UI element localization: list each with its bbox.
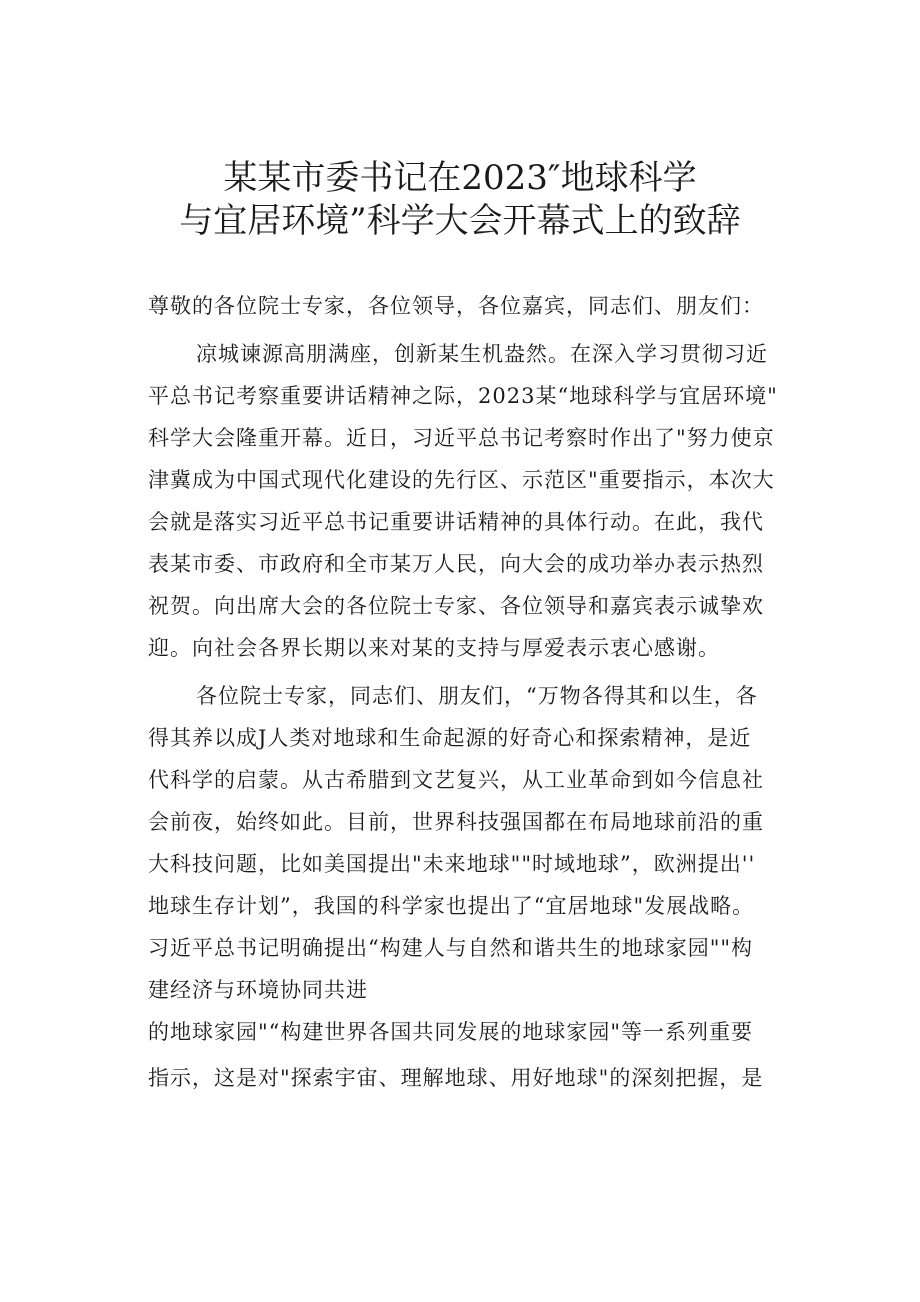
paragraph-1-line-3: 科学大会隆重开幕。近日，习近平总书记考察时作出了"努力使京 xyxy=(148,426,775,450)
paragraph-1-line-5: 会就是落实习近平总书记重要讲话精神的具体行动。在此，我代 xyxy=(148,510,764,534)
paragraph-2-line-4: 会前夜，始终如此。目前，世界科技强国都在布局地球前沿的重 xyxy=(148,810,764,834)
paragraph-2-line-6: 地球生存计划”，我国的科学家也提出了“宜居地球"发展战略。 xyxy=(148,894,755,918)
paragraph-1-line-1: 凉城谏源高朋满座，创新某生机盎然。在深入学习贯彻习近 xyxy=(196,342,768,366)
document-title-line-2: 与宜居环境”科学大会开幕式上的致辞 xyxy=(179,201,741,241)
paragraph-2-line-5: 大科技问题，比如美国提出"未来地球""时域地球”，欧洲提出'' xyxy=(148,852,756,876)
paragraph-2-line-8: 建经济与环境协同共进 xyxy=(148,978,368,1002)
paragraph-1-line-4: 津冀成为中国式现代化建设的先行区、示范区"重要指示，本次大 xyxy=(148,468,775,492)
paragraph-1-line-6: 表某市委、市政府和全市某万人民，向大会的成功举办表示热烈 xyxy=(148,552,764,576)
paragraph-1-line-8: 迎。向社会各界长期以来对某的支持与厚爱表示衷心感谢。 xyxy=(148,636,720,660)
paragraph-2-line-3: 代科学的启蒙。从古希腊到文艺复兴，从工业革命到如今信息社 xyxy=(148,768,764,792)
paragraph-2-line-2: 得其养以成J人类对地球和生命起源的好奇心和探索精神，是近 xyxy=(148,726,752,750)
paragraph-3-line-1: 指示，这是对"探索宇宙、理解地球、用好地球"的深刻把握，是 xyxy=(148,1066,764,1090)
paragraph-2-line-7: 习近平总书记明确提出“构建人与自然和谐共生的地球家园""构 xyxy=(148,936,754,960)
paragraph-2-line-9: 的地球家园"“构建世界各国共同发展的地球家园"等一系列重要 xyxy=(148,1020,754,1044)
paragraph-1-line-2: 平总书记考察重要讲话精神之际，2023某“地球科学与宜居环境" xyxy=(148,384,778,408)
document-title-line-1: 某某市委书记在2023″地球科学 xyxy=(223,158,697,198)
salutation-line: 尊敬的各位院士专家，各位领导，各位嘉宾，同志们、朋友们： xyxy=(148,294,764,318)
paragraph-2-line-1: 各位院士专家，同志们、朋友们，“万物各得其和以生，各 xyxy=(196,684,758,708)
paragraph-1-line-7: 祝贺。向出席大会的各位院士专家、各位领导和嘉宾表示诚挚欢 xyxy=(148,594,764,618)
